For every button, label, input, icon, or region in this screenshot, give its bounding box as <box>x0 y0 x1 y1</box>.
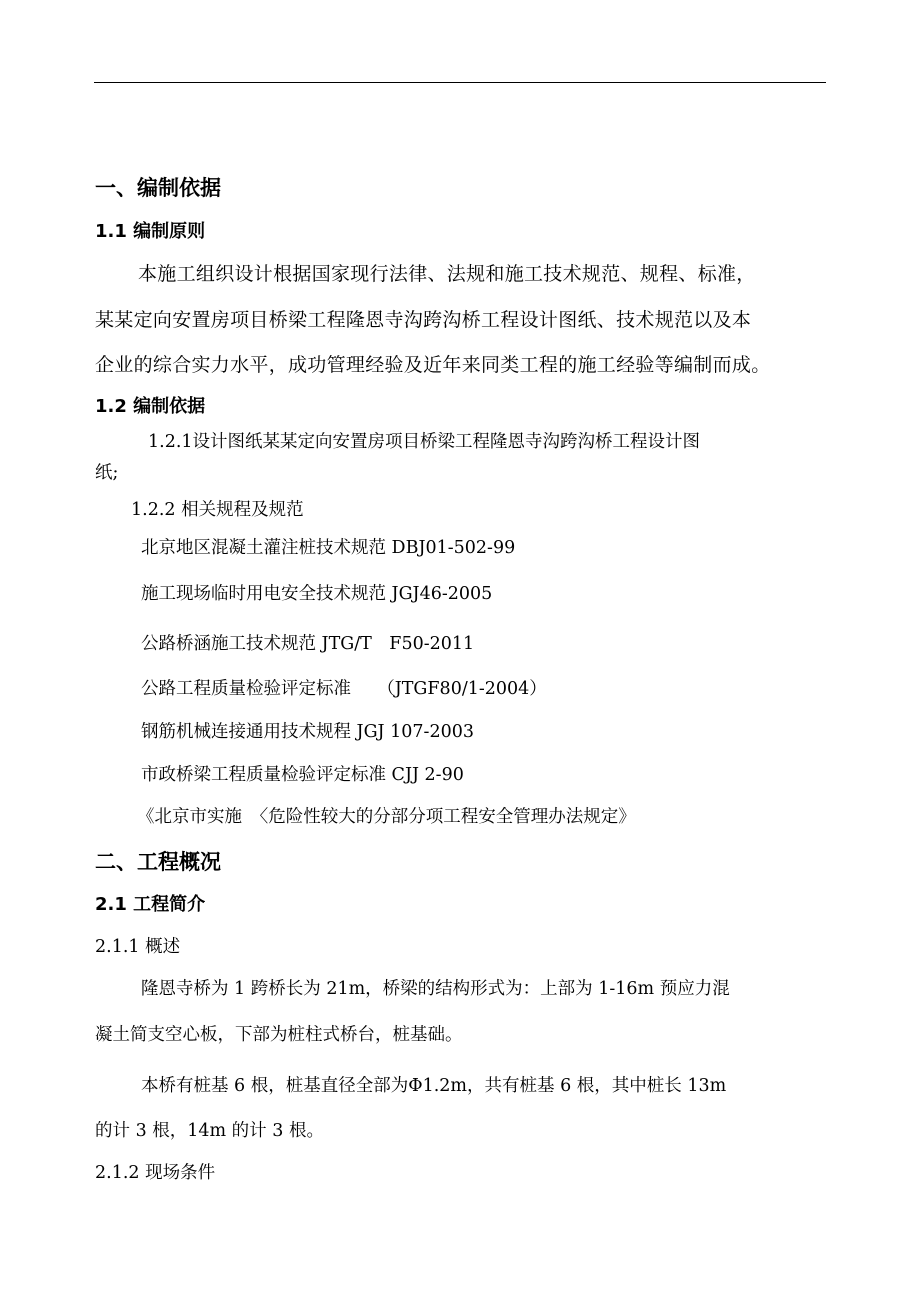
section-2-1-heading: 2.1 工程简介 <box>95 894 206 915</box>
section-1-2-heading: 1.2 编制依据 <box>95 396 206 417</box>
standard-item: 《北京市实施 〈危险性较大的分部分项工程安全管理办法规定》 <box>137 807 636 827</box>
standard-item: 钢筋机械连接通用技术规程 JGJ 107-2003 <box>141 722 474 742</box>
standard-item: 公路工程质量检验评定标准 （JTGF80/1-2004） <box>141 679 547 699</box>
section-1-1-heading: 1.1 编制原则 <box>95 221 206 242</box>
overview-p1-line-1: 隆恩寺桥为 1 跨桥长为 21m，桥梁的结构形式为：上部为 1-16m 预应力混 <box>141 979 730 999</box>
design-drawings-line-1: 1.2.1设计图纸某某定向安置房项目桥梁工程隆恩寺沟跨沟桥工程设计图 <box>148 432 701 452</box>
overview-p2-line-1: 本桥有桩基 6 根，桩基直径全部为Φ1.2m，共有桩基 6 根，其中桩长 13m <box>141 1076 727 1096</box>
standard-item: 市政桥梁工程质量检验评定标准 CJJ 2-90 <box>141 765 464 785</box>
header-rule <box>94 82 826 83</box>
principle-line-3: 企业的综合实力水平，成功管理经验及近年来同类工程的施工经验等编制而成。 <box>95 354 771 376</box>
standard-item: 北京地区混凝土灌注桩技术规范 DBJ01-502-99 <box>141 538 516 558</box>
design-drawings-line-2: 纸; <box>95 463 119 483</box>
section-1-heading: 一、编制依据 <box>95 176 221 200</box>
section-2-1-2-heading: 2.1.2 现场条件 <box>95 1163 216 1183</box>
principle-line-2: 某某定向安置房项目桥梁工程隆恩寺沟跨沟桥工程设计图纸、技术规范以及本 <box>95 309 752 331</box>
overview-p1-line-2: 凝土简支空心板，下部为桩柱式桥台，桩基础。 <box>95 1025 463 1045</box>
overview-p2-line-2: 的计 3 根，14m 的计 3 根。 <box>95 1121 324 1141</box>
standards-heading: 1.2.2 相关规程及规范 <box>131 500 304 520</box>
section-2-1-1-heading: 2.1.1 概述 <box>95 937 181 957</box>
section-2-heading: 二、工程概况 <box>95 850 221 874</box>
standard-item: 公路桥涵施工技术规范 JTG/T F50-2011 <box>141 634 475 654</box>
standard-item: 施工现场临时用电安全技术规范 JGJ46-2005 <box>141 584 493 604</box>
principle-line-1: 本施工组织设计根据国家现行法律、法规和施工技术规范、规程、标准， <box>138 263 756 285</box>
